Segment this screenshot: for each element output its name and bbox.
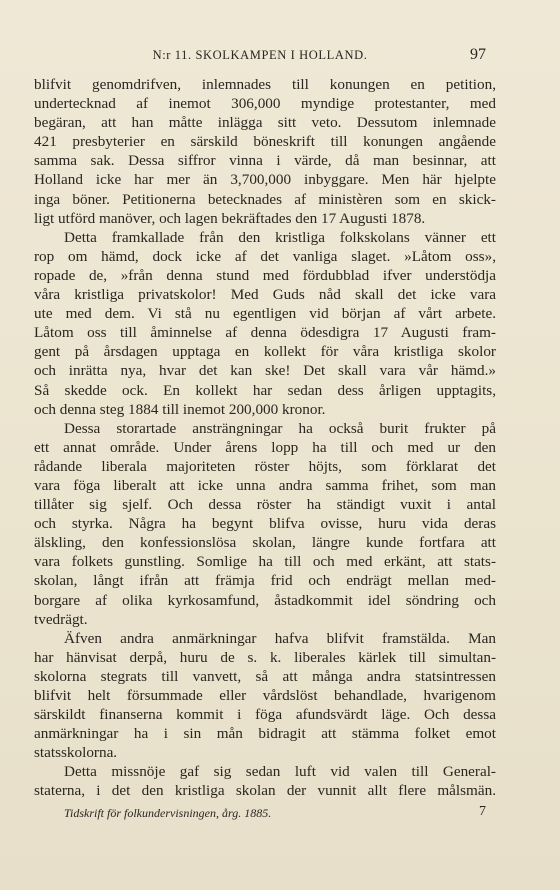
text-line: staterna, i det den kristliga skolan der vunnit allt flere målsmän. — [34, 782, 496, 800]
text-line: Så skedde ock. En kollekt har sedan dess årligen upptagits, — [34, 381, 496, 399]
text-line: anmärkningar ha i sin mån bidragit att stämma folket emot — [34, 725, 496, 743]
text-line: inga böner. Petitionerna betecknades af ministèren som en skick- — [34, 190, 496, 208]
text-line: Detta framkallade från den kristliga folkskolans vänner ett — [64, 228, 496, 246]
text-line: Holland icke har mer än 3,700,000 inbyggare. Men här hjelpte — [34, 171, 496, 189]
journal-source-line: Tidskrift för folkundervisningen, årg. 1885. — [64, 806, 272, 820]
text-line: skolorna stegrats till vanvett, så att många andra statsintressen — [34, 667, 496, 685]
page-footer — [64, 806, 486, 824]
page-number: 97 — [470, 46, 486, 63]
text-line: Detta missnöje gaf sig sedan luft vid valen till General- — [64, 763, 496, 781]
text-line: Äfven andra anmärkningar hafva blifvit framstälda. Man — [64, 629, 496, 647]
text-line: 421 presbyterier en särskild böneskrift till konungen angående — [34, 133, 496, 151]
text-line: rådande liberala majoriteten röster höjts, som förklarat det — [34, 457, 496, 475]
text-line: rop om hämd, dock icke af det vanliga slaget. »Låtom oss», — [34, 247, 496, 265]
text-line: Dessa storartade ansträngningar ha också burit frukter på — [64, 419, 496, 437]
text-line: ligt utförd manöver, och lagen bekräftades den 17 Augusti 1878. — [34, 209, 426, 227]
text-line: ett annat område. Under årens lopp ha till och med ur den — [34, 438, 496, 456]
text-line: Låtom oss till åminnelse af denna ödesdigra 17 Augusti fram- — [34, 324, 496, 342]
text-line: samma sak. Dessa siffror vinna i värde, då man besinnar, att — [34, 152, 496, 170]
running-title: N:r 11. SKOLKAMPEN I HOLLAND. — [152, 48, 368, 62]
text-line: gent på årsdagen upptaga en kollekt för våra kristliga skolor — [34, 343, 496, 361]
body-text — [34, 75, 496, 801]
text-line: skolan, långt ifrån att främja frid och endrägt mellan med- — [34, 572, 496, 590]
text-line: våra kristliga privatskolor! Med Guds nåd skall det icke vara — [34, 286, 496, 304]
text-line: vara folkets gunstling. Somlige ha till och med erkänt, att stats- — [34, 553, 496, 571]
text-line: ute med dem. Vi stå nu egentligen vid början af vårt arbete. — [34, 305, 496, 323]
text-line: borgare af olika kyrkosamfund, åstadkommit idel söndring och — [34, 591, 496, 609]
text-line: har hänvisat derpå, huru de s. k. liberales kärlek till simultan- — [34, 648, 496, 666]
text-line: undertecknad af inemot 306,000 myndige protestanter, med — [34, 95, 496, 113]
text-line: blifvit helt försummade eller vårdslöst behandlade, hvarigenom — [34, 687, 496, 704]
text-line: tillåter sig sjelf. Och dessa röster ha ständigt vuxit i antal — [34, 496, 496, 514]
text-line: statsskolorna. — [34, 744, 118, 762]
text-line: och inrätta nya, hvar det kan ske! Det skall vara vår hämd.» — [34, 362, 496, 380]
text-line: och denna steg 1884 till inemot 200,000 kronor. — [34, 400, 326, 418]
signature-mark: 7 — [479, 804, 486, 819]
text-line: blifvit genomdrifven, inlemnades till konungen en petition, — [34, 76, 496, 93]
text-line: och styrka. Några ha begynt blifva ovisse, huru vida deras — [34, 515, 496, 533]
text-line: älskling, den konfessionslösa skolan, längre kunde fortfara att — [34, 534, 496, 552]
text-line: begäran, att han måtte inlägga sitt veto. Dessutom inlemnade — [34, 114, 496, 132]
running-header — [34, 46, 486, 64]
text-line: vara föga liberalt att icke unna andra samma frihet, som man — [34, 476, 496, 494]
text-line: ropade de, »från denna stund med fördubblad ifver understödja — [34, 266, 496, 284]
text-line: särskildt finanserna kommit i föga afundsvärdt läge. Och dessa — [34, 706, 496, 724]
text-line: tvedrägt. — [34, 610, 88, 628]
